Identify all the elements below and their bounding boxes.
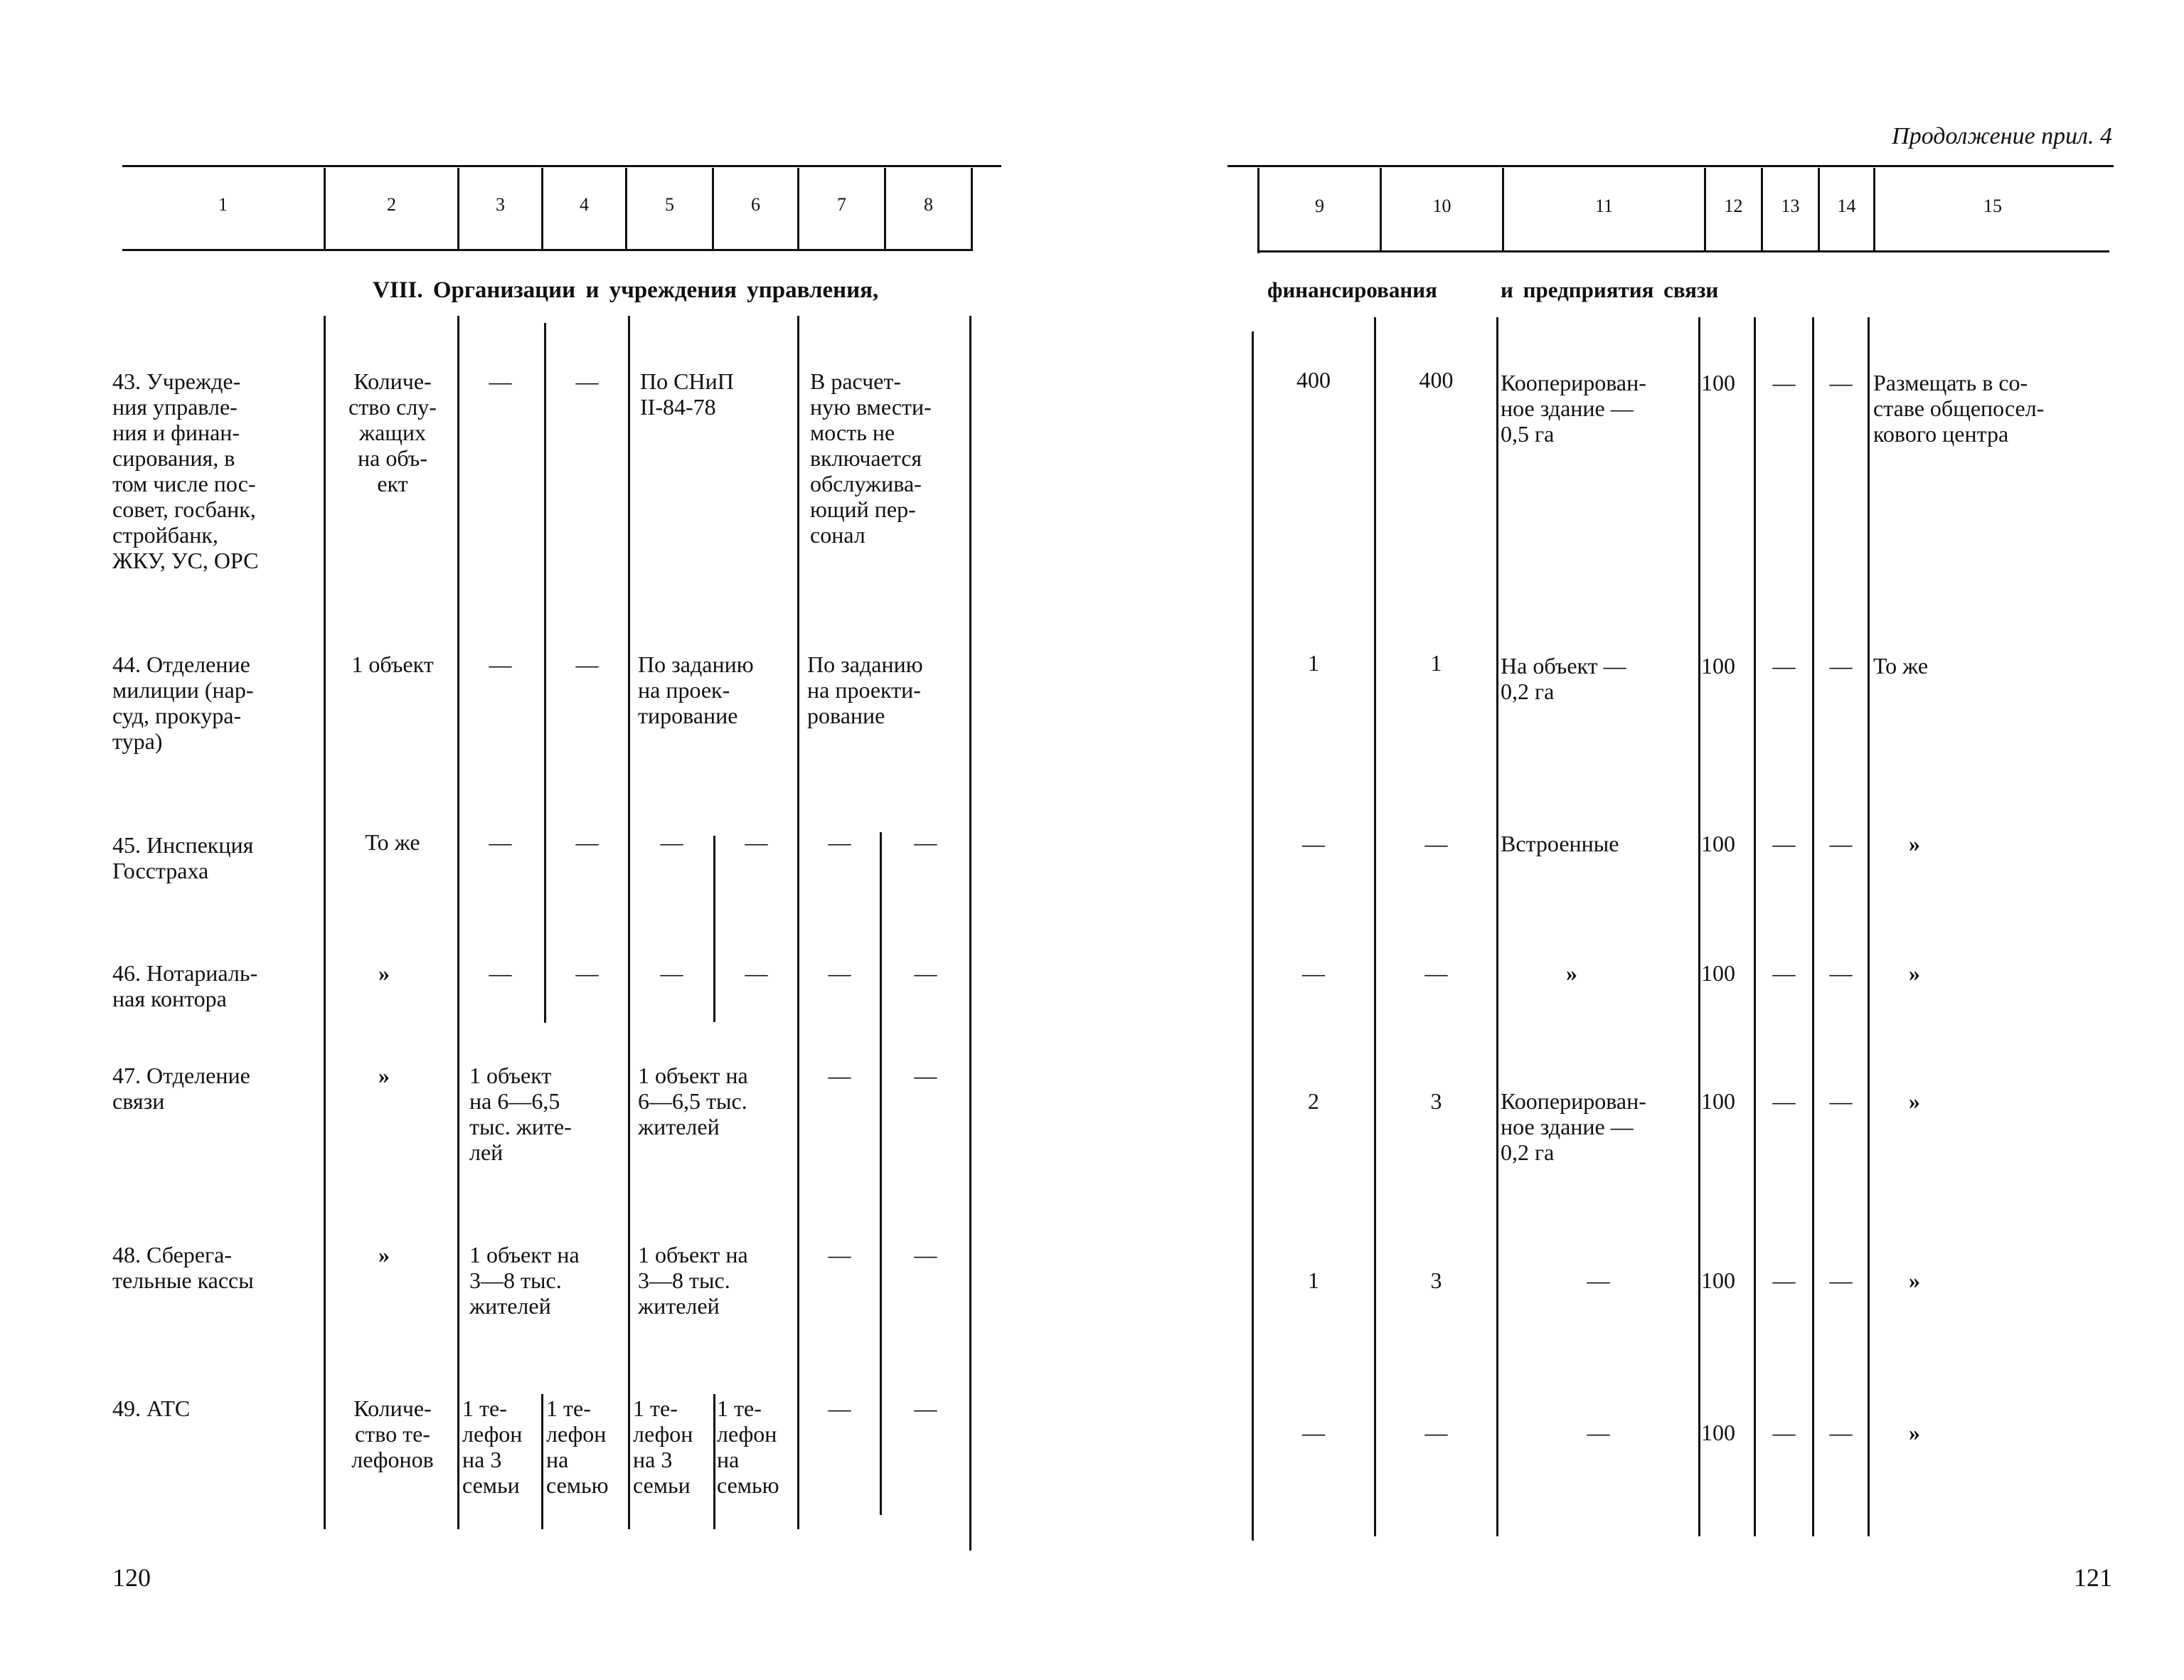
- row-48-c34: 1 объект на 3—8 тыс. жителей: [469, 1242, 580, 1319]
- header-bottom-rule: [1259, 250, 2109, 252]
- body-rule: [713, 836, 715, 1022]
- row-45-c10: —: [1424, 831, 1448, 856]
- row-48-c13: —: [1772, 1267, 1796, 1293]
- row-48-c12: 100: [1701, 1267, 1735, 1293]
- body-rule: [1868, 317, 1870, 1536]
- row-44-c12: 100: [1701, 653, 1735, 679]
- body-rule: [713, 1394, 715, 1529]
- body-rule: [1754, 317, 1756, 1536]
- row-46-c10: —: [1424, 960, 1448, 986]
- row-45-c13: —: [1772, 831, 1796, 856]
- body-rule: [541, 1394, 543, 1529]
- row-45-c11: Встроенные: [1501, 831, 1619, 856]
- body-rule: [457, 316, 459, 1529]
- row-49-c13: —: [1772, 1420, 1796, 1445]
- row-48-c7: —: [828, 1242, 851, 1267]
- row-46-c12: 100: [1701, 960, 1735, 986]
- row-43-c11: Кооперирован- ное здание — 0,5 га: [1501, 370, 1646, 447]
- column-number: 14: [1837, 196, 1856, 216]
- row-45-c12: 100: [1701, 831, 1735, 856]
- row-name-44: 44. Отделение милиции (нар- суд, прокура- тура): [112, 652, 254, 754]
- body-rule: [969, 316, 971, 1551]
- row-46-c3: —: [489, 960, 512, 986]
- row-46-c15: »: [1909, 960, 1920, 986]
- row-46-c5: —: [660, 960, 683, 986]
- row-47-c2: »: [378, 1063, 390, 1088]
- row-43-c9: 400: [1296, 367, 1331, 393]
- row-43-c10: 400: [1419, 367, 1454, 393]
- row-47-c11: Кооперирован- ное здание — 0,2 га: [1501, 1088, 1646, 1165]
- row-44-c9: 1: [1308, 650, 1319, 676]
- body-rule: [1698, 317, 1700, 1536]
- row-49-c12: 100: [1701, 1420, 1735, 1445]
- row-46-c2: »: [378, 960, 390, 986]
- running-header: Продолжение прил. 4: [1892, 123, 2112, 149]
- row-45-c8: —: [914, 829, 937, 855]
- row-name-46: 46. Нотариаль- ная контора: [112, 960, 258, 1011]
- row-48-c14: —: [1829, 1267, 1853, 1293]
- row-47-c56: 1 объект на 6—6,5 тыс. жителей: [638, 1063, 748, 1139]
- body-rule: [628, 316, 630, 1529]
- column-number: 13: [1781, 196, 1800, 216]
- row-48-c8: —: [914, 1242, 937, 1267]
- column-number: 11: [1594, 196, 1614, 216]
- row-47-c34: 1 объект на 6—6,5 тыс. жите- лей: [469, 1063, 572, 1165]
- row-45-c4: —: [575, 829, 599, 855]
- row-49-c8: —: [914, 1395, 937, 1421]
- row-43-c4: —: [575, 368, 599, 394]
- row-46-c13: —: [1772, 960, 1796, 986]
- page-number: 120: [112, 1563, 151, 1592]
- row-46-c6: —: [745, 960, 768, 986]
- row-49-c9: —: [1302, 1420, 1325, 1445]
- row-name-48: 48. Сберега- тельные кассы: [112, 1242, 254, 1293]
- row-45-c6: —: [745, 829, 768, 855]
- body-rule: [1374, 317, 1376, 1536]
- row-44-c14: —: [1829, 653, 1853, 679]
- row-49-c2: Количе- ство те- лефонов: [351, 1395, 434, 1472]
- row-43-c56: По СНиП II-84-78: [640, 368, 734, 420]
- row-name-47: 47. Отделение связи: [112, 1063, 250, 1114]
- body-rule: [1496, 317, 1498, 1536]
- row-44-c15: То же: [1873, 653, 1929, 679]
- column-number: 6: [751, 194, 760, 215]
- header-top-rule: [1227, 165, 2114, 167]
- row-49-c11: —: [1587, 1420, 1610, 1445]
- row-49-c14: —: [1829, 1420, 1853, 1445]
- row-47-c14: —: [1829, 1088, 1853, 1114]
- row-45-c5: —: [660, 829, 683, 855]
- section-title-continued-a: финансирования: [1267, 277, 1437, 302]
- row-49-c7: —: [828, 1395, 851, 1421]
- row-46-c9: —: [1302, 960, 1325, 986]
- row-46-c4: —: [575, 960, 599, 986]
- column-number: 2: [387, 194, 396, 215]
- column-number: 8: [924, 194, 933, 215]
- row-name-43: 43. Учрежде- ния управле- ния и финан- сирования, в том числе пос- совет, госбанк, стройбанк, ЖКУ, УС, ОРС: [112, 368, 259, 573]
- row-45-c3: —: [489, 829, 512, 855]
- row-45-c7: —: [828, 829, 851, 855]
- header-separator: [971, 168, 973, 250]
- row-44-c78: По заданию на проекти- рование: [807, 652, 923, 728]
- body-rule: [797, 316, 799, 1529]
- header-bottom-rule: [122, 249, 973, 251]
- row-43-c15: Размещать в со- ставе общепосел- кового центра: [1873, 370, 2045, 447]
- row-48-c11: —: [1587, 1267, 1610, 1293]
- row-47-c12: 100: [1701, 1088, 1735, 1114]
- body-rule: [324, 316, 326, 1529]
- row-47-c9: 2: [1308, 1088, 1319, 1114]
- column-number: 15: [1983, 196, 2002, 216]
- row-49-c15: »: [1909, 1420, 1920, 1445]
- body-rule: [1252, 331, 1254, 1541]
- column-number: 12: [1724, 196, 1743, 216]
- column-number: 4: [580, 194, 589, 215]
- row-43-c2: Количе- ство слу- жащих на объ- ект: [348, 368, 437, 496]
- row-44-c11: На объект — 0,2 га: [1501, 653, 1626, 704]
- row-45-c15: »: [1909, 831, 1920, 856]
- row-49-c6: 1 те- лефон на семью: [717, 1395, 779, 1498]
- row-48-c9: 1: [1308, 1267, 1319, 1293]
- row-47-c7: —: [828, 1063, 851, 1088]
- row-48-c2: »: [378, 1242, 390, 1267]
- row-43-c13: —: [1772, 370, 1796, 395]
- row-44-c3: —: [489, 652, 512, 677]
- column-number: 9: [1315, 196, 1324, 216]
- row-47-c8: —: [914, 1063, 937, 1088]
- row-44-c10: 1: [1430, 650, 1442, 676]
- column-number: 3: [496, 194, 505, 215]
- row-48-c56: 1 объект на 3—8 тыс. жителей: [638, 1242, 748, 1319]
- row-43-c78: В расчет- ную вмести- мость не включается обслужива- ющий пер- сонал: [810, 368, 932, 548]
- row-name-45: 45. Инспекция Госстраха: [112, 832, 254, 883]
- row-45-c14: —: [1829, 831, 1853, 856]
- row-46-c7: —: [828, 960, 851, 986]
- row-47-c13: —: [1772, 1088, 1796, 1114]
- column-number: 5: [665, 194, 674, 215]
- column-number: 7: [837, 194, 846, 215]
- row-43-c12: 100: [1701, 370, 1735, 395]
- body-rule: [1812, 317, 1814, 1536]
- row-49-c3: 1 те- лефон на 3 семьи: [462, 1395, 523, 1498]
- section-title-continued-b: и предприятия связи: [1501, 277, 1719, 302]
- row-46-c8: —: [914, 960, 937, 986]
- row-47-c10: 3: [1430, 1088, 1442, 1114]
- row-43-c3: —: [489, 368, 512, 394]
- column-number: 10: [1432, 196, 1451, 216]
- row-43-c14: —: [1829, 370, 1853, 395]
- row-name-49: 49. АТС: [112, 1395, 191, 1421]
- column-number: 1: [218, 194, 228, 215]
- row-45-c9: —: [1302, 831, 1325, 856]
- row-49-c10: —: [1424, 1420, 1448, 1445]
- row-44-c13: —: [1772, 653, 1796, 679]
- row-44-c4: —: [575, 652, 599, 677]
- row-49-c4: 1 те- лефон на семью: [546, 1395, 609, 1498]
- section-title: VIII. Организации и учреждения управления,: [373, 277, 879, 303]
- row-49-c5: 1 те- лефон на 3 семьи: [633, 1395, 693, 1498]
- row-48-c10: 3: [1430, 1267, 1442, 1293]
- page-number: 121: [2074, 1563, 2112, 1592]
- row-48-c15: »: [1909, 1267, 1920, 1293]
- row-45-c2: То же: [365, 829, 420, 855]
- row-46-c11: »: [1566, 960, 1577, 986]
- row-46-c14: —: [1829, 960, 1853, 986]
- row-44-c2: 1 объект: [351, 652, 434, 677]
- row-44-c56: По заданию на проек- тирование: [638, 652, 754, 728]
- header-top-rule: [122, 165, 1001, 167]
- row-47-c15: »: [1909, 1088, 1920, 1114]
